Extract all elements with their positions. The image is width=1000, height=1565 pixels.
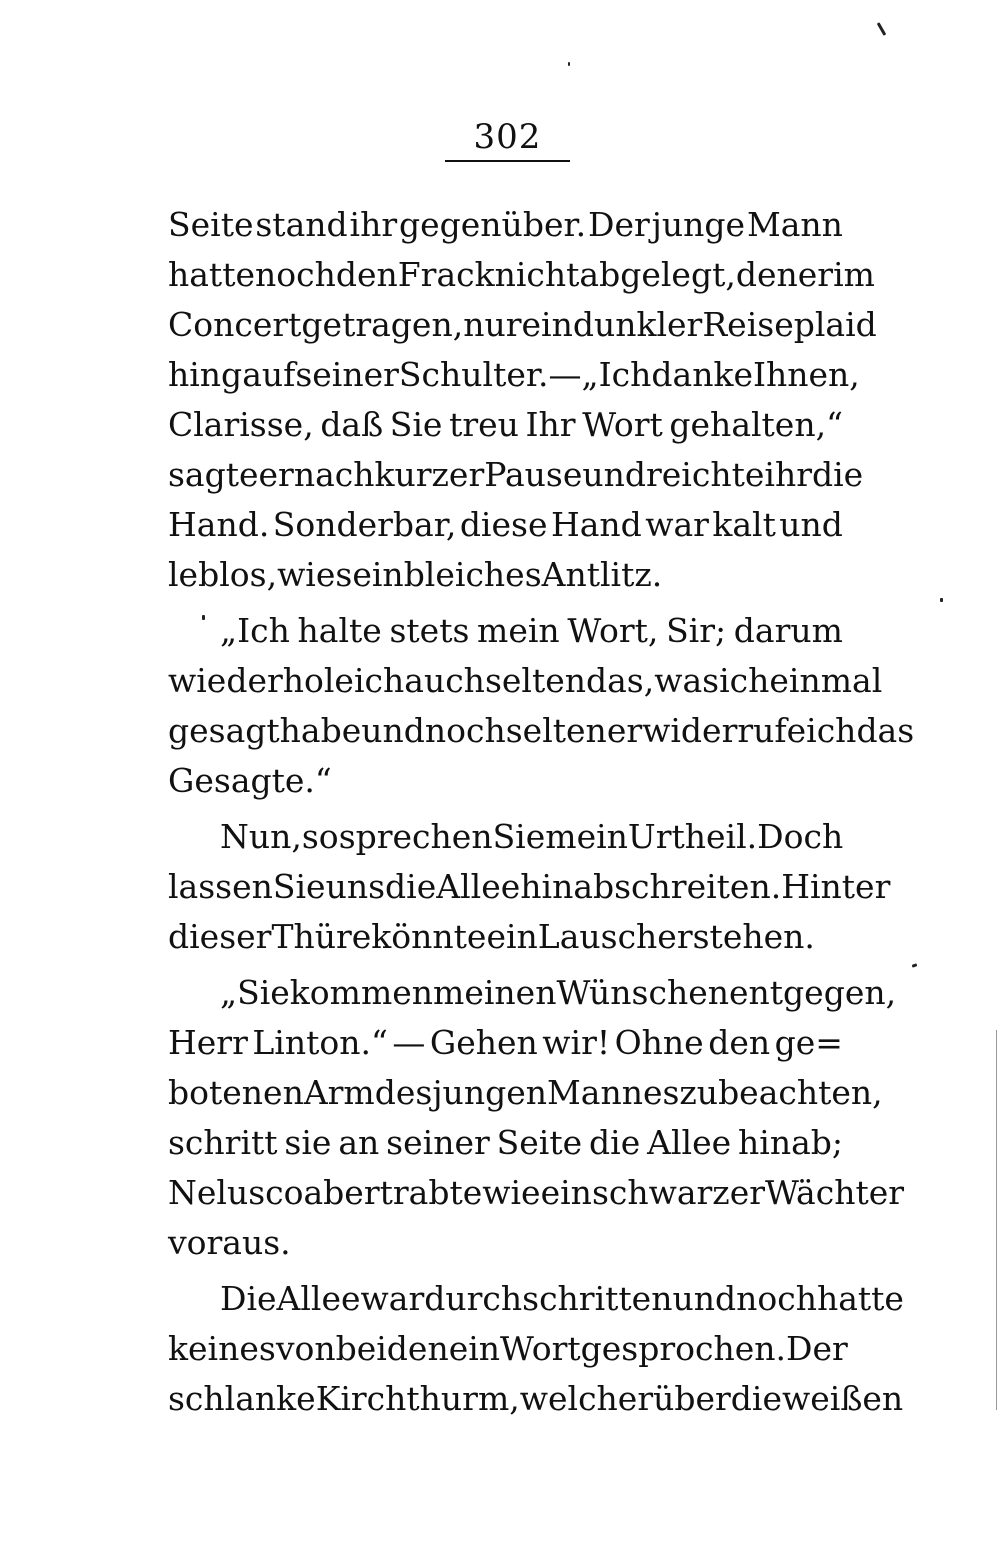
scan-speck xyxy=(568,62,570,66)
word: Gehen xyxy=(429,1023,538,1062)
word: junge xyxy=(651,205,746,244)
word: Herr xyxy=(168,1023,248,1062)
word: Wünschen xyxy=(556,973,729,1012)
word: auch xyxy=(404,661,485,700)
word: Kirchthurm, xyxy=(315,1379,520,1418)
word: Hand. xyxy=(168,505,270,544)
word: Ihr xyxy=(525,405,576,444)
word: Schulter. xyxy=(398,355,549,394)
word: Hand xyxy=(550,505,642,544)
word: Allee xyxy=(647,1123,732,1162)
word: wie xyxy=(277,555,336,594)
text-line xyxy=(168,968,897,1018)
word: ein xyxy=(448,1329,501,1368)
word: Thüre xyxy=(271,917,372,956)
word: sein xyxy=(335,555,404,594)
word: Sir; xyxy=(666,611,727,650)
word: wie xyxy=(482,1173,541,1212)
word: er xyxy=(258,455,294,494)
word: stets xyxy=(389,611,470,650)
body-text xyxy=(168,200,915,1424)
word: Concert xyxy=(168,305,302,344)
text-line xyxy=(168,1018,843,1068)
word: Gesagte.“ xyxy=(168,761,332,800)
text-line xyxy=(168,400,843,450)
word: Urtheil. xyxy=(627,817,758,856)
word: die xyxy=(385,867,437,906)
word: Allee xyxy=(276,1279,361,1318)
word: halte xyxy=(297,611,382,650)
word: wiederhole xyxy=(168,661,354,700)
text-line xyxy=(168,300,877,350)
word: Sie xyxy=(272,867,326,906)
word: ihr xyxy=(764,455,812,494)
word: war xyxy=(360,1279,425,1318)
word: Mann xyxy=(746,205,843,244)
word: von xyxy=(275,1329,336,1368)
text-line xyxy=(168,1068,883,1118)
scan-speck xyxy=(912,963,918,968)
word: ein xyxy=(486,917,538,956)
word: Wort xyxy=(500,1329,581,1368)
word: Linton.“ xyxy=(252,1023,388,1062)
word: nach xyxy=(293,455,375,494)
word: und xyxy=(672,1279,737,1318)
word: voraus. xyxy=(168,1223,291,1262)
word: ihr xyxy=(349,205,398,244)
page-number: 302 xyxy=(473,117,542,157)
word: Wort, xyxy=(567,611,659,650)
text-line xyxy=(168,550,843,600)
word: uns xyxy=(325,867,386,906)
word: hinabschreiten. xyxy=(520,867,782,906)
word: — xyxy=(392,1023,426,1062)
text-line xyxy=(168,862,891,912)
word: schritt xyxy=(168,1123,278,1162)
word: noch xyxy=(736,1279,817,1318)
word: über xyxy=(653,1379,731,1418)
word: sie xyxy=(284,1123,332,1162)
word: Die xyxy=(220,1279,277,1318)
scan-speck xyxy=(877,22,887,36)
word: habe xyxy=(279,711,362,750)
word: Clarisse, xyxy=(168,405,314,444)
word: Antlitz. xyxy=(541,555,663,594)
word: dieser xyxy=(168,917,272,956)
text-line xyxy=(168,1374,904,1424)
text-line xyxy=(168,350,860,400)
text-line xyxy=(168,1218,843,1268)
word: „Ich xyxy=(220,611,290,650)
word: Seite xyxy=(168,205,254,244)
word: und xyxy=(582,455,646,494)
word: sagte xyxy=(168,455,259,494)
word: welcher xyxy=(519,1379,654,1418)
word: an xyxy=(338,1123,380,1162)
word: die xyxy=(811,455,864,494)
text-line xyxy=(168,756,843,806)
word: Arm xyxy=(303,1073,375,1112)
word: danke xyxy=(651,355,753,394)
word: treu xyxy=(449,405,519,444)
word: schlanke xyxy=(168,1379,316,1418)
word: selten xyxy=(484,661,586,700)
word: reichte xyxy=(646,455,765,494)
word: hing xyxy=(168,355,243,394)
word: war xyxy=(645,505,709,544)
word: beachten, xyxy=(718,1073,883,1112)
word: durchschritten xyxy=(424,1279,673,1318)
word: die xyxy=(589,1123,641,1162)
word: kurzer xyxy=(374,455,485,494)
scan-speck xyxy=(940,598,943,602)
word: Ohne xyxy=(614,1023,704,1062)
word: gesprochen. xyxy=(580,1329,787,1368)
word: aber xyxy=(303,1173,380,1212)
text-line xyxy=(168,1168,905,1218)
word: Allee xyxy=(436,867,521,906)
word: des xyxy=(374,1073,433,1112)
word: schwarzer xyxy=(591,1173,765,1212)
text-line xyxy=(168,500,843,550)
word: nicht xyxy=(494,255,580,294)
word: jungen xyxy=(432,1073,547,1112)
word: „Ich xyxy=(581,355,652,394)
text-line xyxy=(168,912,843,962)
word: Sonderbar, xyxy=(272,505,457,544)
word: ich xyxy=(719,661,770,700)
word: stand xyxy=(255,205,348,244)
text-line xyxy=(168,1274,904,1324)
word: Doch xyxy=(757,817,844,856)
word: noch xyxy=(254,255,336,294)
word: dunkler xyxy=(572,305,703,344)
word: Ihnen, xyxy=(752,355,860,394)
word: beiden xyxy=(335,1329,449,1368)
word: entgegen, xyxy=(729,973,897,1012)
word: mein xyxy=(545,817,628,856)
word: ein xyxy=(521,305,573,344)
text-line xyxy=(168,450,864,500)
word: das xyxy=(856,711,915,750)
word: meinen xyxy=(433,973,557,1012)
word: im xyxy=(833,255,875,294)
text-line xyxy=(168,812,843,862)
text-line xyxy=(168,606,843,656)
word: botenen xyxy=(168,1073,304,1112)
scan-speck xyxy=(202,615,205,620)
word: weißen xyxy=(782,1379,904,1418)
header-rule xyxy=(445,160,570,162)
text-line xyxy=(168,1324,848,1374)
word: seiner xyxy=(295,355,399,394)
word: sprechen xyxy=(338,817,493,856)
word: kalt xyxy=(712,505,776,544)
word: Frack xyxy=(397,255,495,294)
word: bleiches xyxy=(403,555,542,594)
word: er xyxy=(797,255,834,294)
word: widerrufe xyxy=(642,711,807,750)
word: abgelegt, xyxy=(579,255,736,294)
word: — xyxy=(548,355,582,394)
word: seltener xyxy=(505,711,643,750)
word: lassen xyxy=(168,867,273,906)
word: noch xyxy=(424,711,506,750)
word: Wächter xyxy=(765,1173,905,1212)
text-line xyxy=(168,706,915,756)
word: seiner xyxy=(386,1123,490,1162)
word: Nelusco xyxy=(168,1173,304,1212)
word: Pause xyxy=(484,455,583,494)
word: trabte xyxy=(379,1173,483,1212)
word: Hinter xyxy=(781,867,891,906)
word: so xyxy=(301,817,339,856)
word: Mannes xyxy=(546,1073,680,1112)
word: Nun, xyxy=(220,817,302,856)
word: darum xyxy=(733,611,843,650)
word: keines xyxy=(168,1329,276,1368)
text-line xyxy=(168,250,875,300)
word: ge= xyxy=(774,1023,843,1062)
text-line xyxy=(168,1118,843,1168)
word: den xyxy=(335,255,398,294)
word: hinab; xyxy=(738,1123,843,1162)
word: ein xyxy=(540,1173,592,1212)
word: getragen, xyxy=(301,305,464,344)
word: gesagt xyxy=(168,711,280,750)
word: und xyxy=(779,505,843,544)
word: Der xyxy=(588,205,650,244)
word: Sie xyxy=(492,817,546,856)
word: ich xyxy=(353,661,405,700)
scan-edge xyxy=(996,1030,997,1410)
word: Sie xyxy=(389,405,443,444)
word: könnte xyxy=(371,917,487,956)
word: daß xyxy=(320,405,384,444)
word: Seite xyxy=(496,1123,583,1162)
word: gegenüber. xyxy=(399,205,587,244)
word: einmal xyxy=(769,661,883,700)
word: den xyxy=(735,255,798,294)
word: „Sie xyxy=(220,973,290,1012)
word: die xyxy=(730,1379,783,1418)
word: Der xyxy=(786,1329,848,1368)
text-line xyxy=(168,656,883,706)
word: und xyxy=(361,711,425,750)
word: hatte xyxy=(168,255,255,294)
word: was xyxy=(654,661,720,700)
word: Lauscher xyxy=(537,917,693,956)
word: stehen. xyxy=(692,917,815,956)
word: zu xyxy=(679,1073,719,1112)
word: diese xyxy=(459,505,548,544)
word: den xyxy=(708,1023,771,1062)
word: gehalten,“ xyxy=(669,405,843,444)
word: mein xyxy=(477,611,560,650)
word: kommen xyxy=(289,973,434,1012)
word: das, xyxy=(586,661,655,700)
word: hatte xyxy=(816,1279,904,1318)
word: auf xyxy=(242,355,296,394)
text-line xyxy=(168,200,843,250)
word: wir! xyxy=(542,1023,611,1062)
word: leblos, xyxy=(168,555,278,594)
word: nur xyxy=(463,305,522,344)
word: Reiseplaid xyxy=(702,305,877,344)
word: ich xyxy=(806,711,857,750)
word: Wort xyxy=(582,405,663,444)
